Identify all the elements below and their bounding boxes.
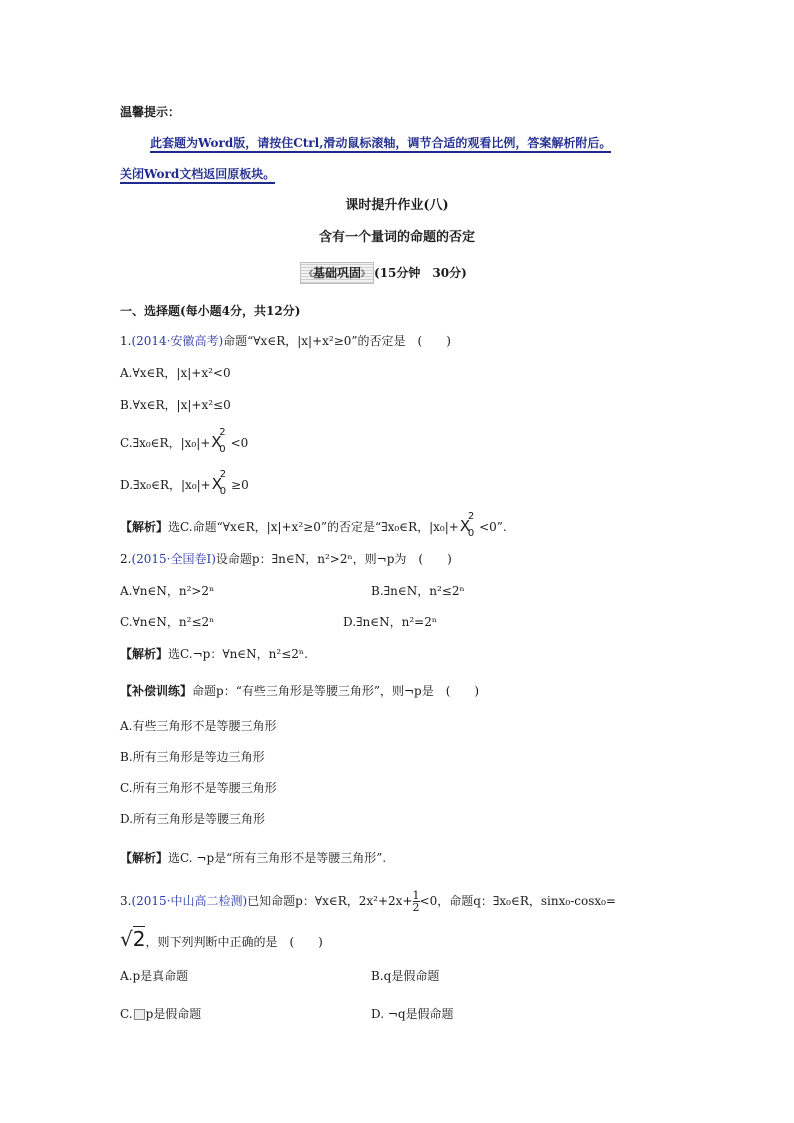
q3-option-d: D. ¬q是假命题 <box>371 1007 454 1021</box>
tip-label: 温馨提示： <box>120 105 181 119</box>
supp-option-a: A.有些三角形不是等腰三角形 <box>120 719 277 733</box>
q2-analysis <box>120 645 308 663</box>
q3-num: 3. <box>120 894 132 908</box>
q1-option-b: B.∀x∈R，|x|+x²≤0 <box>120 398 231 412</box>
q3-sqrt <box>120 926 145 951</box>
supp-analysis <box>120 849 386 867</box>
q1-option-a: A.∀x∈R，|x|+x²<0 <box>120 366 231 380</box>
q3-stem-mid: <0，命题q：∃x₀∈R，sinx₀-cosx₀= <box>419 894 616 908</box>
q1-stem-line <box>120 332 451 350</box>
x0sq-base: X <box>211 475 223 493</box>
tip-line-1 <box>150 134 611 152</box>
q3-frac-den: 2 <box>412 901 420 914</box>
q2-source: (2015·全国卷Ⅰ) <box>131 552 216 566</box>
q2-option-a: A.∀n∈N，n²>2ⁿ <box>120 584 215 598</box>
section-badge <box>300 262 374 284</box>
q3-source: (2015·中山高二检测) <box>131 894 248 908</box>
q1-option-c-pre: C.∃x₀∈R，|x₀|+ <box>120 436 211 450</box>
q1-analysis-pre: 选C.命题“∀x∈R，|x|+x²≥0”的否定是“∃x₀∈R，|x₀|+ <box>168 520 459 534</box>
q3-sqrt-sign: √ <box>120 927 133 951</box>
q2-analysis-text: 选C.¬p：∀n∈N，n²≤2ⁿ. <box>168 647 308 661</box>
q3-stem-line-2 <box>120 927 323 951</box>
supp-stem: 命题p：“有些三角形是等腰三角形”，则¬p是 ( ) <box>192 684 480 698</box>
q3-option-c-pre: C. <box>120 1007 133 1021</box>
q3-fraction <box>413 890 420 913</box>
q2-option-c: C.∀n∈N，n²≤2ⁿ <box>120 615 215 629</box>
supp-tag: 【补偿训练】 <box>120 684 193 698</box>
q3-stem-line <box>120 890 616 913</box>
broken-image-icon <box>134 1009 145 1020</box>
x0sq-sup: 2 <box>219 469 227 480</box>
tip-line-2 <box>120 165 275 183</box>
q2-stem: 设命题p：∃n∈N，n²>2ⁿ，则¬p为 ( ) <box>215 552 452 566</box>
section-header <box>300 262 467 284</box>
q3-stem-pre: 已知命题p：∀x∈R，2x²+2x+ <box>247 894 413 908</box>
q1-num: 1. <box>120 334 132 348</box>
q1-option-c-post: <0 <box>230 436 249 450</box>
q2-option-b: B.∃n∈N，n²≤2ⁿ <box>371 584 465 598</box>
q1-option-d <box>120 469 249 497</box>
x0sq-base: X <box>211 433 222 451</box>
x0sq-sup: 2 <box>219 427 226 438</box>
q3-option-c <box>120 1005 201 1023</box>
q1-option-d-post: ≥0 <box>231 478 249 492</box>
q3-sqrt-val: 2 <box>132 927 146 951</box>
badge-text: 基础巩固 <box>313 266 362 280</box>
q3-stem-post: ，则下列判断中正确的是 ( ) <box>145 935 323 949</box>
q1-source: (2014·安徽高考) <box>131 334 224 348</box>
x0sq-sub: 0 <box>219 444 226 455</box>
q2-analysis-tag: 【解析】 <box>120 647 169 661</box>
tip-text-2: 关闭Word文档返回原板块。 <box>120 167 275 184</box>
badge-open-quote: 《 <box>305 268 313 278</box>
part1-heading: 一、选择题(每小题4分，共12分) <box>120 304 301 318</box>
q1-option-d-pre: D.∃x₀∈R，|x₀|+ <box>120 478 211 492</box>
page-subtitle: 含有一个量词的命题的否定 <box>318 230 475 245</box>
supp-option-b: B.所有三角形是等边三角形 <box>120 750 265 764</box>
q3-option-c-post: p是假命题 <box>145 1007 202 1021</box>
badge-close-quote: 》 <box>361 268 370 278</box>
q1-analysis <box>120 511 507 539</box>
tip-text-1: 此套题为Word版，请按住Ctrl,滑动鼠标滚轴，调节合适的观看比例，答案解析附后。 <box>150 136 611 153</box>
q1-option-c <box>120 427 249 455</box>
supp-stem-line <box>120 682 479 700</box>
q2-option-d: D.∃n∈N，n²=2ⁿ <box>343 615 438 629</box>
q2-stem-line <box>120 550 452 568</box>
q2-num: 2. <box>120 552 132 566</box>
x0sq-base: X <box>459 517 471 535</box>
q1-option-d-x0sq <box>211 469 227 497</box>
q1-analysis-tag: 【解析】 <box>120 520 169 534</box>
x0sq-sup: 2 <box>467 511 475 522</box>
page-title: 课时提升作业(八) <box>345 198 449 213</box>
section-time: (15分钟 30分) <box>374 266 467 280</box>
supp-analysis-text: 选C. ¬p是“所有三角形不是等腰三角形”. <box>168 851 387 865</box>
x0sq-sub: 0 <box>467 528 475 539</box>
q3-option-b: B.q是假命题 <box>371 969 440 983</box>
supp-analysis-tag: 【解析】 <box>120 851 169 865</box>
q1-option-c-x0sq <box>211 427 226 455</box>
q1-analysis-post: <0”. <box>479 520 507 534</box>
q1-stem: 命题“∀x∈R，|x|+x²≥0”的否定是 ( ) <box>223 334 451 348</box>
x0sq-sub: 0 <box>219 486 227 497</box>
q3-frac-num: 1 <box>412 889 420 902</box>
supp-option-d: D.所有三角形是等腰三角形 <box>120 812 266 826</box>
supp-option-c: C.所有三角形不是等腰三角形 <box>120 781 277 795</box>
q3-option-a: A.p是真命题 <box>120 969 189 983</box>
q1-analysis-x0sq <box>459 511 475 539</box>
